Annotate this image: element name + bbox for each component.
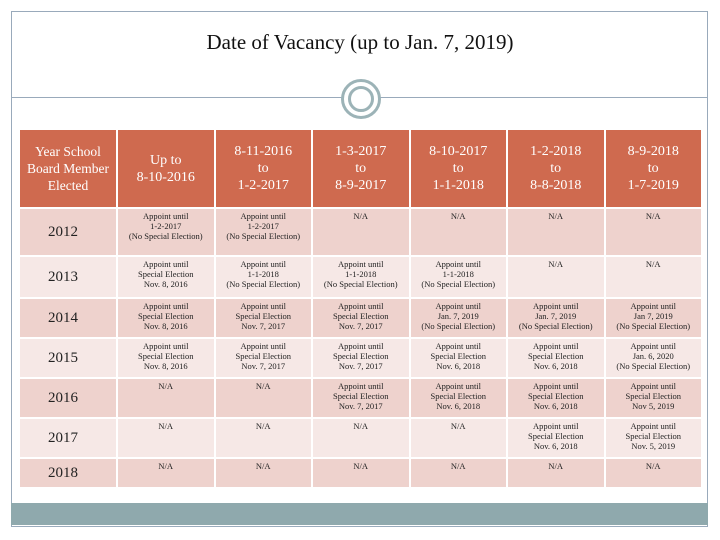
cell-line: N/A — [353, 211, 369, 221]
vacancy-cell — [605, 298, 703, 338]
cell-line: Special Election — [430, 391, 486, 401]
cell-line: N/A — [158, 461, 174, 471]
table-row — [19, 378, 702, 418]
cell-line: N/A — [645, 259, 661, 269]
cell-line: N/A — [645, 461, 661, 471]
cell-line: Appoint until — [337, 301, 384, 311]
year-cell: 2012 — [19, 208, 117, 256]
vacancy-cell — [605, 418, 703, 458]
vacancy-cell — [215, 378, 313, 418]
cell-line: (No Special Election) — [323, 279, 398, 289]
vacancy-cell — [117, 208, 215, 256]
cell-line: Nov. 7, 2017 — [241, 321, 286, 331]
cell-line: N/A — [450, 211, 466, 221]
vacancy-cell — [117, 458, 215, 488]
cell-line: Nov 5, 2019 — [632, 401, 675, 411]
vacancy-cell — [410, 418, 508, 458]
vacancy-cell — [410, 458, 508, 488]
cell-line: N/A — [255, 421, 271, 431]
vacancy-cell — [215, 418, 313, 458]
cell-line: Special Election — [625, 431, 681, 441]
vacancy-cell — [312, 418, 410, 458]
cell-line: Appoint until — [630, 421, 677, 431]
cell-line: N/A — [353, 461, 369, 471]
header-row — [19, 129, 702, 208]
column-header: Up to 8-10-2016 — [117, 129, 215, 208]
column-header: 1-2-2018 to 8-8-2018 — [507, 129, 605, 208]
cell-line: Appoint until — [337, 259, 384, 269]
cell-line: Nov. 7, 2017 — [338, 321, 383, 331]
cell-line: 1-1-2018 — [442, 269, 474, 279]
cell-line: Appoint until — [435, 301, 482, 311]
vacancy-cell — [605, 256, 703, 298]
vacancy-cell — [507, 208, 605, 256]
vacancy-cell — [507, 418, 605, 458]
cell-line: Special Election — [235, 351, 291, 361]
vacancy-cell — [605, 338, 703, 378]
year-cell: 2014 — [19, 298, 117, 338]
vacancy-cell — [410, 338, 508, 378]
cell-line: Appoint until — [630, 301, 677, 311]
cell-line: (No Special Election) — [128, 231, 203, 241]
cell-line: N/A — [645, 211, 661, 221]
cell-line: Appoint until — [337, 341, 384, 351]
cell-line: Special Election — [333, 391, 389, 401]
table-row — [19, 338, 702, 378]
cell-line: N/A — [353, 421, 369, 431]
vacancy-cell — [507, 298, 605, 338]
column-header: 8-11-2016 to 1-2-2017 — [215, 129, 313, 208]
vacancy-cell — [507, 256, 605, 298]
cell-line: Jan 7, 2019 — [633, 311, 673, 321]
table-row — [19, 298, 702, 338]
vacancy-cell — [215, 208, 313, 256]
cell-line: (No Special Election) — [421, 279, 496, 289]
vacancy-cell — [605, 208, 703, 256]
cell-line: Nov. 8, 2016 — [143, 279, 188, 289]
cell-line: Nov. 6, 2018 — [436, 361, 481, 371]
year-cell: 2016 — [19, 378, 117, 418]
vacancy-cell — [312, 208, 410, 256]
slide-title: Date of Vacancy (up to Jan. 7, 2019) — [206, 30, 514, 54]
cell-line: 1-1-2018 — [345, 269, 377, 279]
year-cell: 2018 — [19, 458, 117, 488]
vacancy-cell — [410, 378, 508, 418]
vacancy-cell — [312, 298, 410, 338]
cell-line: N/A — [255, 381, 271, 391]
cell-line: Special Election — [625, 391, 681, 401]
cell-line: Nov. 8, 2016 — [143, 361, 188, 371]
cell-line: Appoint until — [142, 259, 189, 269]
vacancy-cell — [117, 298, 215, 338]
vacancy-cell — [117, 378, 215, 418]
vacancy-cell — [312, 378, 410, 418]
vacancy-cell — [215, 458, 313, 488]
cell-line: Special Election — [333, 351, 389, 361]
cell-line: Appoint until — [240, 211, 287, 221]
footer-bar — [11, 503, 708, 525]
vacancy-cell — [215, 298, 313, 338]
table-row — [19, 458, 702, 488]
cell-line: Nov. 6, 2018 — [533, 441, 578, 451]
vacancy-cell — [410, 298, 508, 338]
cell-line: Appoint until — [240, 259, 287, 269]
table-row — [19, 418, 702, 458]
cell-line: N/A — [158, 381, 174, 391]
cell-line: Nov. 8, 2016 — [143, 321, 188, 331]
cell-line: Appoint until — [240, 301, 287, 311]
table-row — [19, 256, 702, 298]
vacancy-cell — [605, 458, 703, 488]
cell-line: 1-2-2017 — [247, 221, 279, 231]
cell-line: N/A — [450, 421, 466, 431]
cell-line: Appoint until — [532, 381, 579, 391]
cell-line: (No Special Election) — [226, 231, 301, 241]
cell-line: Jan. 6, 2020 — [632, 351, 674, 361]
cell-line: Nov. 6, 2018 — [436, 401, 481, 411]
year-cell: 2013 — [19, 256, 117, 298]
cell-line: Appoint until — [435, 259, 482, 269]
cell-line: Special Election — [235, 311, 291, 321]
cell-line: Special Election — [528, 391, 584, 401]
vacancy-cell — [117, 256, 215, 298]
circle-ornament-icon — [341, 79, 381, 119]
cell-line: Appoint until — [630, 341, 677, 351]
vacancy-table — [18, 128, 703, 489]
cell-line: Nov. 7, 2017 — [241, 361, 286, 371]
year-cell: 2015 — [19, 338, 117, 378]
column-header: Year School Board Member Elected — [19, 129, 117, 208]
column-header: 8-10-2017 to 1-1-2018 — [410, 129, 508, 208]
cell-line: Appoint until — [142, 211, 189, 221]
vacancy-cell — [507, 378, 605, 418]
vacancy-cell — [312, 458, 410, 488]
cell-line: (No Special Election) — [518, 321, 593, 331]
vacancy-cell — [312, 338, 410, 378]
table-row — [19, 208, 702, 256]
cell-line: Appoint until — [630, 381, 677, 391]
cell-line: Appoint until — [337, 381, 384, 391]
year-cell: 2017 — [19, 418, 117, 458]
cell-line: N/A — [548, 461, 564, 471]
cell-line: (No Special Election) — [226, 279, 301, 289]
vacancy-cell — [117, 418, 215, 458]
cell-line: Nov. 7, 2017 — [338, 401, 383, 411]
cell-line: Appoint until — [435, 341, 482, 351]
cell-line: Appoint until — [532, 421, 579, 431]
cell-line: Jan. 7, 2019 — [535, 311, 577, 321]
vacancy-cell — [215, 256, 313, 298]
cell-line: Special Election — [333, 311, 389, 321]
vacancy-cell — [215, 338, 313, 378]
cell-line: N/A — [255, 461, 271, 471]
cell-line: N/A — [158, 421, 174, 431]
cell-line: Nov. 6, 2018 — [533, 361, 578, 371]
cell-line: N/A — [450, 461, 466, 471]
column-header: 8-9-2018 to 1-7-2019 — [605, 129, 703, 208]
cell-line: Special Election — [430, 351, 486, 361]
vacancy-cell — [312, 256, 410, 298]
cell-line: N/A — [548, 259, 564, 269]
cell-line: Appoint until — [240, 341, 287, 351]
cell-line: Jan. 7, 2019 — [437, 311, 479, 321]
vacancy-cell — [410, 256, 508, 298]
cell-line: 1-1-2018 — [247, 269, 279, 279]
cell-line: 1-2-2017 — [150, 221, 182, 231]
cell-line: Special Election — [138, 311, 194, 321]
cell-line: (No Special Election) — [616, 321, 691, 331]
vacancy-cell — [410, 208, 508, 256]
column-header: 1-3-2017 to 8-9-2017 — [312, 129, 410, 208]
cell-line: (No Special Election) — [616, 361, 691, 371]
cell-line: Special Election — [528, 431, 584, 441]
cell-line: Appoint until — [435, 381, 482, 391]
cell-line: Appoint until — [532, 301, 579, 311]
cell-line: Nov. 7, 2017 — [338, 361, 383, 371]
cell-line: (No Special Election) — [421, 321, 496, 331]
cell-line: Appoint until — [532, 341, 579, 351]
cell-line: N/A — [548, 211, 564, 221]
cell-line: Nov. 5, 2019 — [631, 441, 676, 451]
vacancy-cell — [117, 338, 215, 378]
cell-line: Nov. 6, 2018 — [533, 401, 578, 411]
cell-line: Appoint until — [142, 341, 189, 351]
cell-line: Special Election — [138, 351, 194, 361]
cell-line: Appoint until — [142, 301, 189, 311]
cell-line: Special Election — [138, 269, 194, 279]
cell-line: Special Election — [528, 351, 584, 361]
vacancy-cell — [605, 378, 703, 418]
vacancy-cell — [507, 458, 605, 488]
vacancy-cell — [507, 338, 605, 378]
